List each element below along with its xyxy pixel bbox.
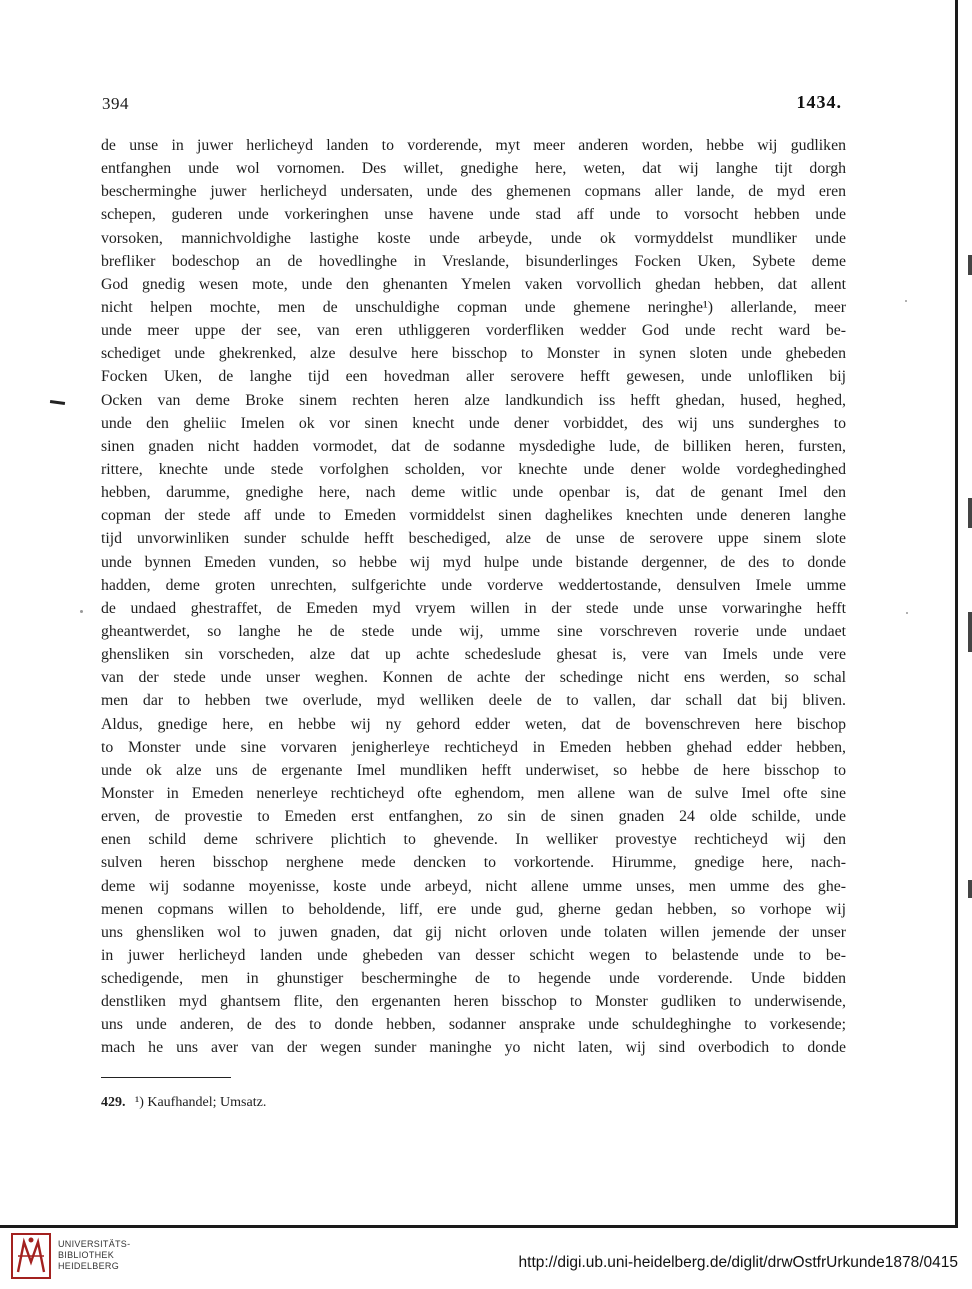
library-name — [58, 1239, 130, 1272]
text-line: sulven heren bisschop nerghene mede dencken to vorkortende. Hirumme, gnedige here, nach- — [101, 854, 846, 872]
text-line: uns unde anderen, de des to donde hebben, sodanner ansprake unde schuldeghinghe to vorkesende; — [101, 1016, 846, 1034]
text-line: gheantwerdet, so langhe he de stede unde wij, umme sine vorschreven roverie unde undaet — [101, 622, 846, 640]
text-line: unde bynnen Emeden vunden, so hebbe wij myd hulpe unde bistande dergenner, de des to donde — [101, 553, 846, 571]
text-line: bescherminghe juwer herlicheyd undersaten, unde des ghemenen copmans aller lande, de myd eren — [101, 183, 846, 201]
scan-speck — [906, 612, 908, 614]
text-line: nicht helpen mochte, men de unschuldighe copman unde ghemene neringhe¹) allerlande, meer — [101, 298, 846, 316]
text-line: Aldus, gnedige here, en hebbe wij ny gehord edder weten, dat de bovenschreven here bischop — [101, 715, 846, 733]
text-line: deme wij sodanne moyenisse, koste unde arbeyd, nicht allene umme unses, men umme des ghe- — [101, 877, 846, 895]
page-year-heading: 1434. — [796, 92, 842, 112]
text-line: mach he uns aver van der wegen sunder maninghe yo nicht laten, wij sind overbodich to donde — [101, 1039, 846, 1057]
text-line: erven, de provestie to Emeden erst entfanghen, zo sin de sinen gnaden 24 olde schilde, unde — [101, 808, 846, 826]
scan-edge-mark — [968, 498, 972, 528]
university-seal-icon — [10, 1232, 52, 1280]
library-name-line: BIBLIOTHEK — [58, 1250, 115, 1260]
text-line: de undaed ghestraffet, de Emeden myd vryem willen in der stede unde unse vorwaringhe hefft — [101, 599, 846, 617]
text-line: Monster in Emeden nenerleye rechticheyd ofte eghendom, men allene wan de sulve Imel ofte sine — [101, 784, 846, 802]
text-line: unde den gheliic Imelen ok vor sinen knecht unde dener vorbiddet, des wij uns sunderghes to — [101, 414, 846, 432]
text-line: schedigende, men in ghunstiger bescherminghe de to hegende unde vorderende. Unde bidden — [101, 970, 846, 988]
viewer-footer — [0, 1228, 972, 1289]
text-line: denstliken myd ghantsem flite, den ergenanten heren bisschop to Monster gudliken to underwisende, — [101, 993, 846, 1011]
text-line: tijd unvorwinliken sunder schulde hefft beschediged, alze de unse de serovere uppe sinem slote — [101, 530, 846, 548]
source-url-link[interactable]: http://digi.ub.uni-heidelberg.de/diglit/drwOstfrUrkunde1878/0415 — [518, 1254, 958, 1271]
text-line: rittere, knechte unde stede vorfolghen scholden, vor knechte unde dener wolde vordeghedinghed — [101, 460, 846, 478]
text-line: copman der stede aff unde to Emeden vormiddelst sinen daghelikes knechten unde deneren langhe — [101, 507, 846, 525]
text-line: brefliker bodeschop an de hovedlinghe in Vreslande, bisunderlinges Focken Uken, Sybete deme — [101, 252, 846, 270]
scan-speck — [80, 610, 83, 613]
text-line: schediget unde ghekrenked, alze desulve here bisschop to Monster in synen sloten unde ghebeden — [101, 345, 846, 363]
text-line: to Monster unde sine vorvaren jenigherleye rechticheyd in Emeden hebben ghehad edder hebben, — [101, 738, 846, 756]
text-line: vorsoken, mannichvoldighe lastighe koste unde arbeyde, unde ok vormyddelst mundliker unde — [101, 229, 846, 247]
document-body-text — [101, 134, 846, 1060]
scan-speck — [905, 300, 907, 302]
footnote-document-number: 429. — [101, 1095, 126, 1110]
scan-edge-mark — [968, 255, 972, 275]
text-line: van der stede unde unser weghen. Konnen de achte der schedinge nicht ens werden, so schal — [101, 669, 846, 687]
library-name-line: UNIVERSITÄTS- — [58, 1239, 131, 1249]
scan-edge-mark — [968, 880, 972, 898]
text-line: hadden, deme groten unrechten, sulfgerichte unde vorderve weddertostande, densulven Imele umme — [101, 576, 846, 594]
text-line: uns ghensliken wol to juwen gnaden, dat gij nicht orloven unde tolaten willen jemende der unser — [101, 923, 846, 941]
text-line: hebben, darumme, gnedighe here, nach deme witlic unde openbar is, dat de genant Imel den — [101, 484, 846, 502]
library-name-line: HEIDELBERG — [58, 1261, 120, 1271]
footnote — [101, 1095, 266, 1111]
text-line: ghensliken sin vorscheden, alze dat up achte schedeslude ghesat is, vere van Imels unde vere — [101, 646, 846, 664]
margin-pencil-mark — [50, 400, 65, 405]
text-line: sinen gnaden nicht hadden vormodet, dat de sodanne mysdedighe lude, de billiken heren, fursten, — [101, 437, 846, 455]
text-line: menen copmans willen to beholdende, liff, ere unde gud, gherne gedan hebben, so vorhope wij — [101, 900, 846, 918]
footnote-divider — [101, 1077, 231, 1078]
text-line: in juwer herlicheyd landen unde ghebeden van desser schicht wegen to belastende unde to be- — [101, 946, 846, 964]
footnote-text: ¹) Kaufhandel; Umsatz. — [135, 1095, 267, 1110]
text-line: Focken Uken, de langhe tijd een hovedman aller serovere hefft gewesen, unde unlofliken bij — [101, 368, 846, 386]
text-line: entfanghen unde wol vornomen. Des willet, gnedighe here, weten, dat wij langhe tijt dorgh — [101, 160, 846, 178]
text-line: God gnedig wesen mote, unde den ghenanten Ymelen vaken vorvollich ghedan hebben, dat allent — [101, 275, 846, 293]
text-line: schepen, guderen unde vorkeringhen unse havene unde stad aff unde to vorsocht hebben unde — [101, 206, 846, 224]
text-line: men dar to hebben twe overlude, myd welliken deele de to vallen, dar schall dat bij bliven. — [101, 692, 846, 710]
text-line: enen schild deme schrivere plichtich to ghevende. In welliker provestye rechticheyd wij den — [101, 831, 846, 849]
text-line: unde meer uppe der see, van eren uthliggeren vorderfliken wedder God unde recht ward be- — [101, 322, 846, 340]
scan-edge-mark — [968, 612, 972, 652]
text-line: Ocken van deme Broke sinem rechten heren alze landkundich iss hefft ghedan, hused, heghed, — [101, 391, 846, 409]
page-number: 394 — [102, 94, 129, 113]
text-line: unde ok alze uns de ergenante Imel mundliken hefft underwiset, so hebbe de here bisschop to — [101, 761, 846, 779]
text-line: de unse in juwer herlicheyd landen to vorderende, myt meer anderen worden, hebbe wij gudliken — [101, 137, 846, 154]
